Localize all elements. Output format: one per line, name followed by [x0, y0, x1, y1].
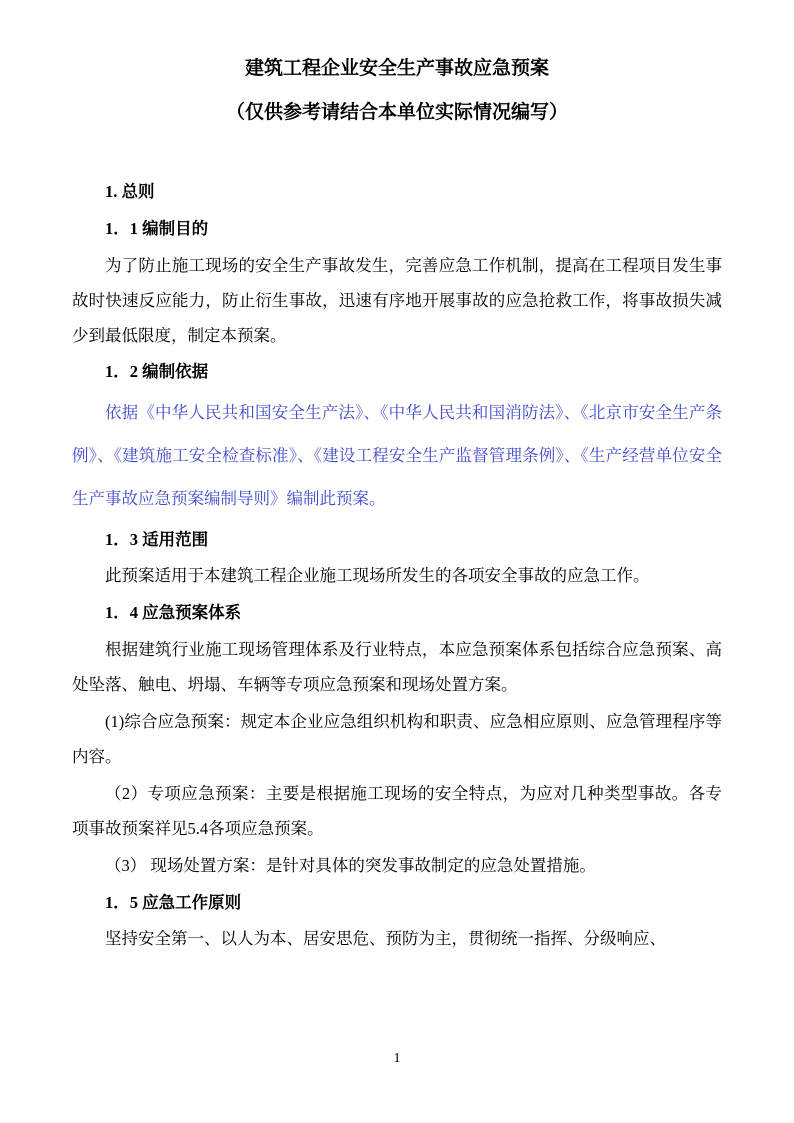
- paragraph-item-1: (1)综合应急预案：规定本企业应急组织机构和职责、应急相应原则、应急管理程序等内容。: [72, 711, 722, 766]
- paragraph-item-2: （2）专项应急预案：主要是根据施工现场的安全特点，为应对几种类型事故。各专项事故预案祥见5.4各项应急预案。: [72, 783, 722, 838]
- section-heading-1-3: 1．3 适用范围: [105, 529, 209, 549]
- section-heading-1: 1. 总则: [105, 182, 155, 202]
- paragraph-item-3: （3） 现场处置方案：是针对具体的突发事故制定的应急处置措施。: [105, 855, 596, 875]
- paragraph-purpose: 为了防止施工现场的安全生产事故发生，完善应急工作机制，提高在工程项目发生事故时快速反应能力，防止衍生事故，迅速有序地开展事故的应急抢救工作，将事故损失减少到最低限度，制定本预案。: [72, 255, 722, 345]
- doc-subtitle: （仅供参考请结合本单位实际情况编写）: [225, 101, 568, 123]
- doc-title: 建筑工程企业安全生产事故应急预案: [244, 58, 549, 79]
- paragraph-basis: 依据《中华人民共和国安全生产法》、《中华人民共和国消防法》、《北京市安全生产条例》、《建筑施工安全检查标准》、《建设工程安全生产监督管理条例》、《生产经营单位安全生产事故应急预案编制导则》编制此预案。: [72, 403, 722, 508]
- section-heading-1-2: 1．2 编制依据: [105, 362, 209, 382]
- page-number: 1: [393, 1051, 401, 1066]
- paragraph-system: 根据建筑行业施工现场管理体系及行业特点，本应急预案体系包括综合应急预案、高处坠落、触电、坍塌、车辆等专项应急预案和现场处置方案。: [72, 640, 722, 694]
- paragraph-scope: 此预案适用于本建筑工程企业施工现场所发生的各项安全事故的应急工作。: [105, 566, 650, 586]
- section-heading-1-1: 1．1 编制目的: [105, 218, 209, 238]
- paragraph-principles: 坚持安全第一、以人为本、居安思危、预防为主，贯彻统一指挥、分级响应、: [105, 929, 666, 949]
- section-heading-1-5: 1．5 应急工作原则: [105, 892, 242, 912]
- section-heading-1-4: 1．4 应急预案体系: [105, 603, 242, 623]
